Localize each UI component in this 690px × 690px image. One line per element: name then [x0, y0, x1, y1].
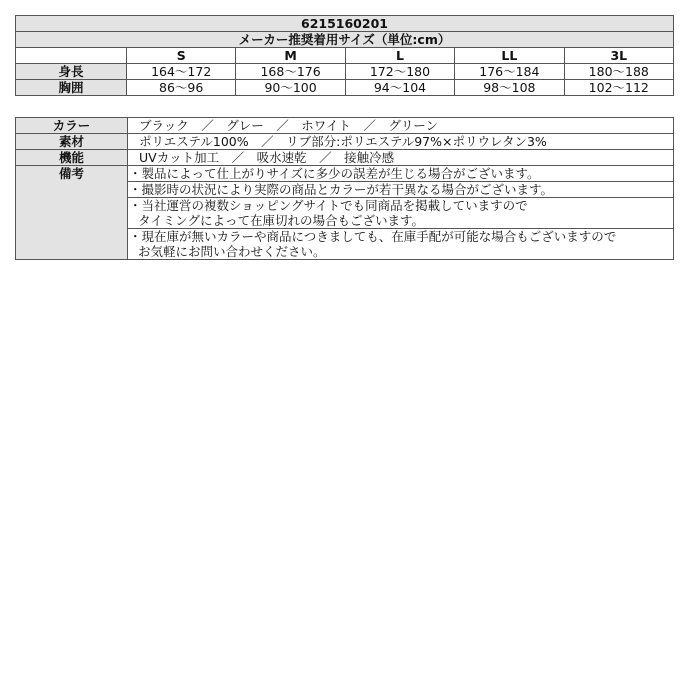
chest-cell: 86～96: [127, 80, 236, 96]
color-label: カラー: [16, 118, 128, 134]
height-label: 身長: [16, 64, 127, 80]
height-cell: 172～180: [345, 64, 454, 80]
size-header: M: [236, 48, 345, 64]
chest-cell: 102～112: [564, 80, 673, 96]
chest-row: [16, 80, 674, 96]
note-text: ・現在庫が無いカラーや商品につきましても、在庫手配が可能な場合もございますので: [129, 229, 617, 244]
size-header: S: [127, 48, 236, 64]
size-header: LL: [455, 48, 564, 64]
height-cell: 164～172: [127, 64, 236, 80]
note-item: [128, 166, 674, 182]
chest-cell: 98～108: [455, 80, 564, 96]
function-label: 機能: [16, 150, 128, 166]
material-label: 素材: [16, 134, 128, 150]
note-item: [128, 229, 674, 260]
note-text: ・製品によって仕上がりサイズに多少の誤差が生じる場合がございます。: [129, 166, 540, 181]
size-header-blank: [16, 48, 127, 64]
material-row: [16, 134, 674, 150]
product-code-row: [16, 16, 674, 32]
note-text-continued: お気軽にお問い合わせください。: [138, 244, 326, 259]
size-header: L: [345, 48, 454, 64]
size-table-title: メーカー推奨着用サイズ（単位:cm）: [16, 32, 674, 48]
product-code: 6215160201: [16, 16, 674, 32]
height-row: [16, 64, 674, 80]
function-value: UVカット加工 ／ 吸水速乾 ／ 接触冷感: [128, 150, 674, 166]
note-text-continued: タイミングによって在庫切れの場合もございます。: [138, 213, 425, 228]
note-item: [128, 198, 674, 229]
chest-label: 胸囲: [16, 80, 127, 96]
size-table: [15, 15, 674, 96]
chest-cell: 90～100: [236, 80, 345, 96]
material-value: ポリエステル100% ／ リブ部分:ポリエステル97%×ポリウレタン3%: [128, 134, 674, 150]
note-text: ・撮影時の状況により実際の商品とカラーが若干異なる場合がございます。: [129, 182, 554, 197]
note-item: [128, 182, 674, 198]
size-table-title-row: [16, 32, 674, 48]
function-row: [16, 150, 674, 166]
notes-row: [16, 166, 674, 182]
chest-cell: 94～104: [345, 80, 454, 96]
color-value: ブラック ／ グレー ／ ホワイト ／ グリーン: [128, 118, 674, 134]
product-info-table: [15, 117, 674, 260]
size-header: 3L: [564, 48, 673, 64]
notes-label: 備考: [16, 166, 128, 260]
color-row: [16, 118, 674, 134]
size-header-row: [16, 48, 674, 64]
height-cell: 176～184: [455, 64, 564, 80]
height-cell: 180～188: [564, 64, 673, 80]
height-cell: 168～176: [236, 64, 345, 80]
note-text: ・当社運営の複数ショッピングサイトでも同商品を掲載していますので: [129, 198, 528, 213]
